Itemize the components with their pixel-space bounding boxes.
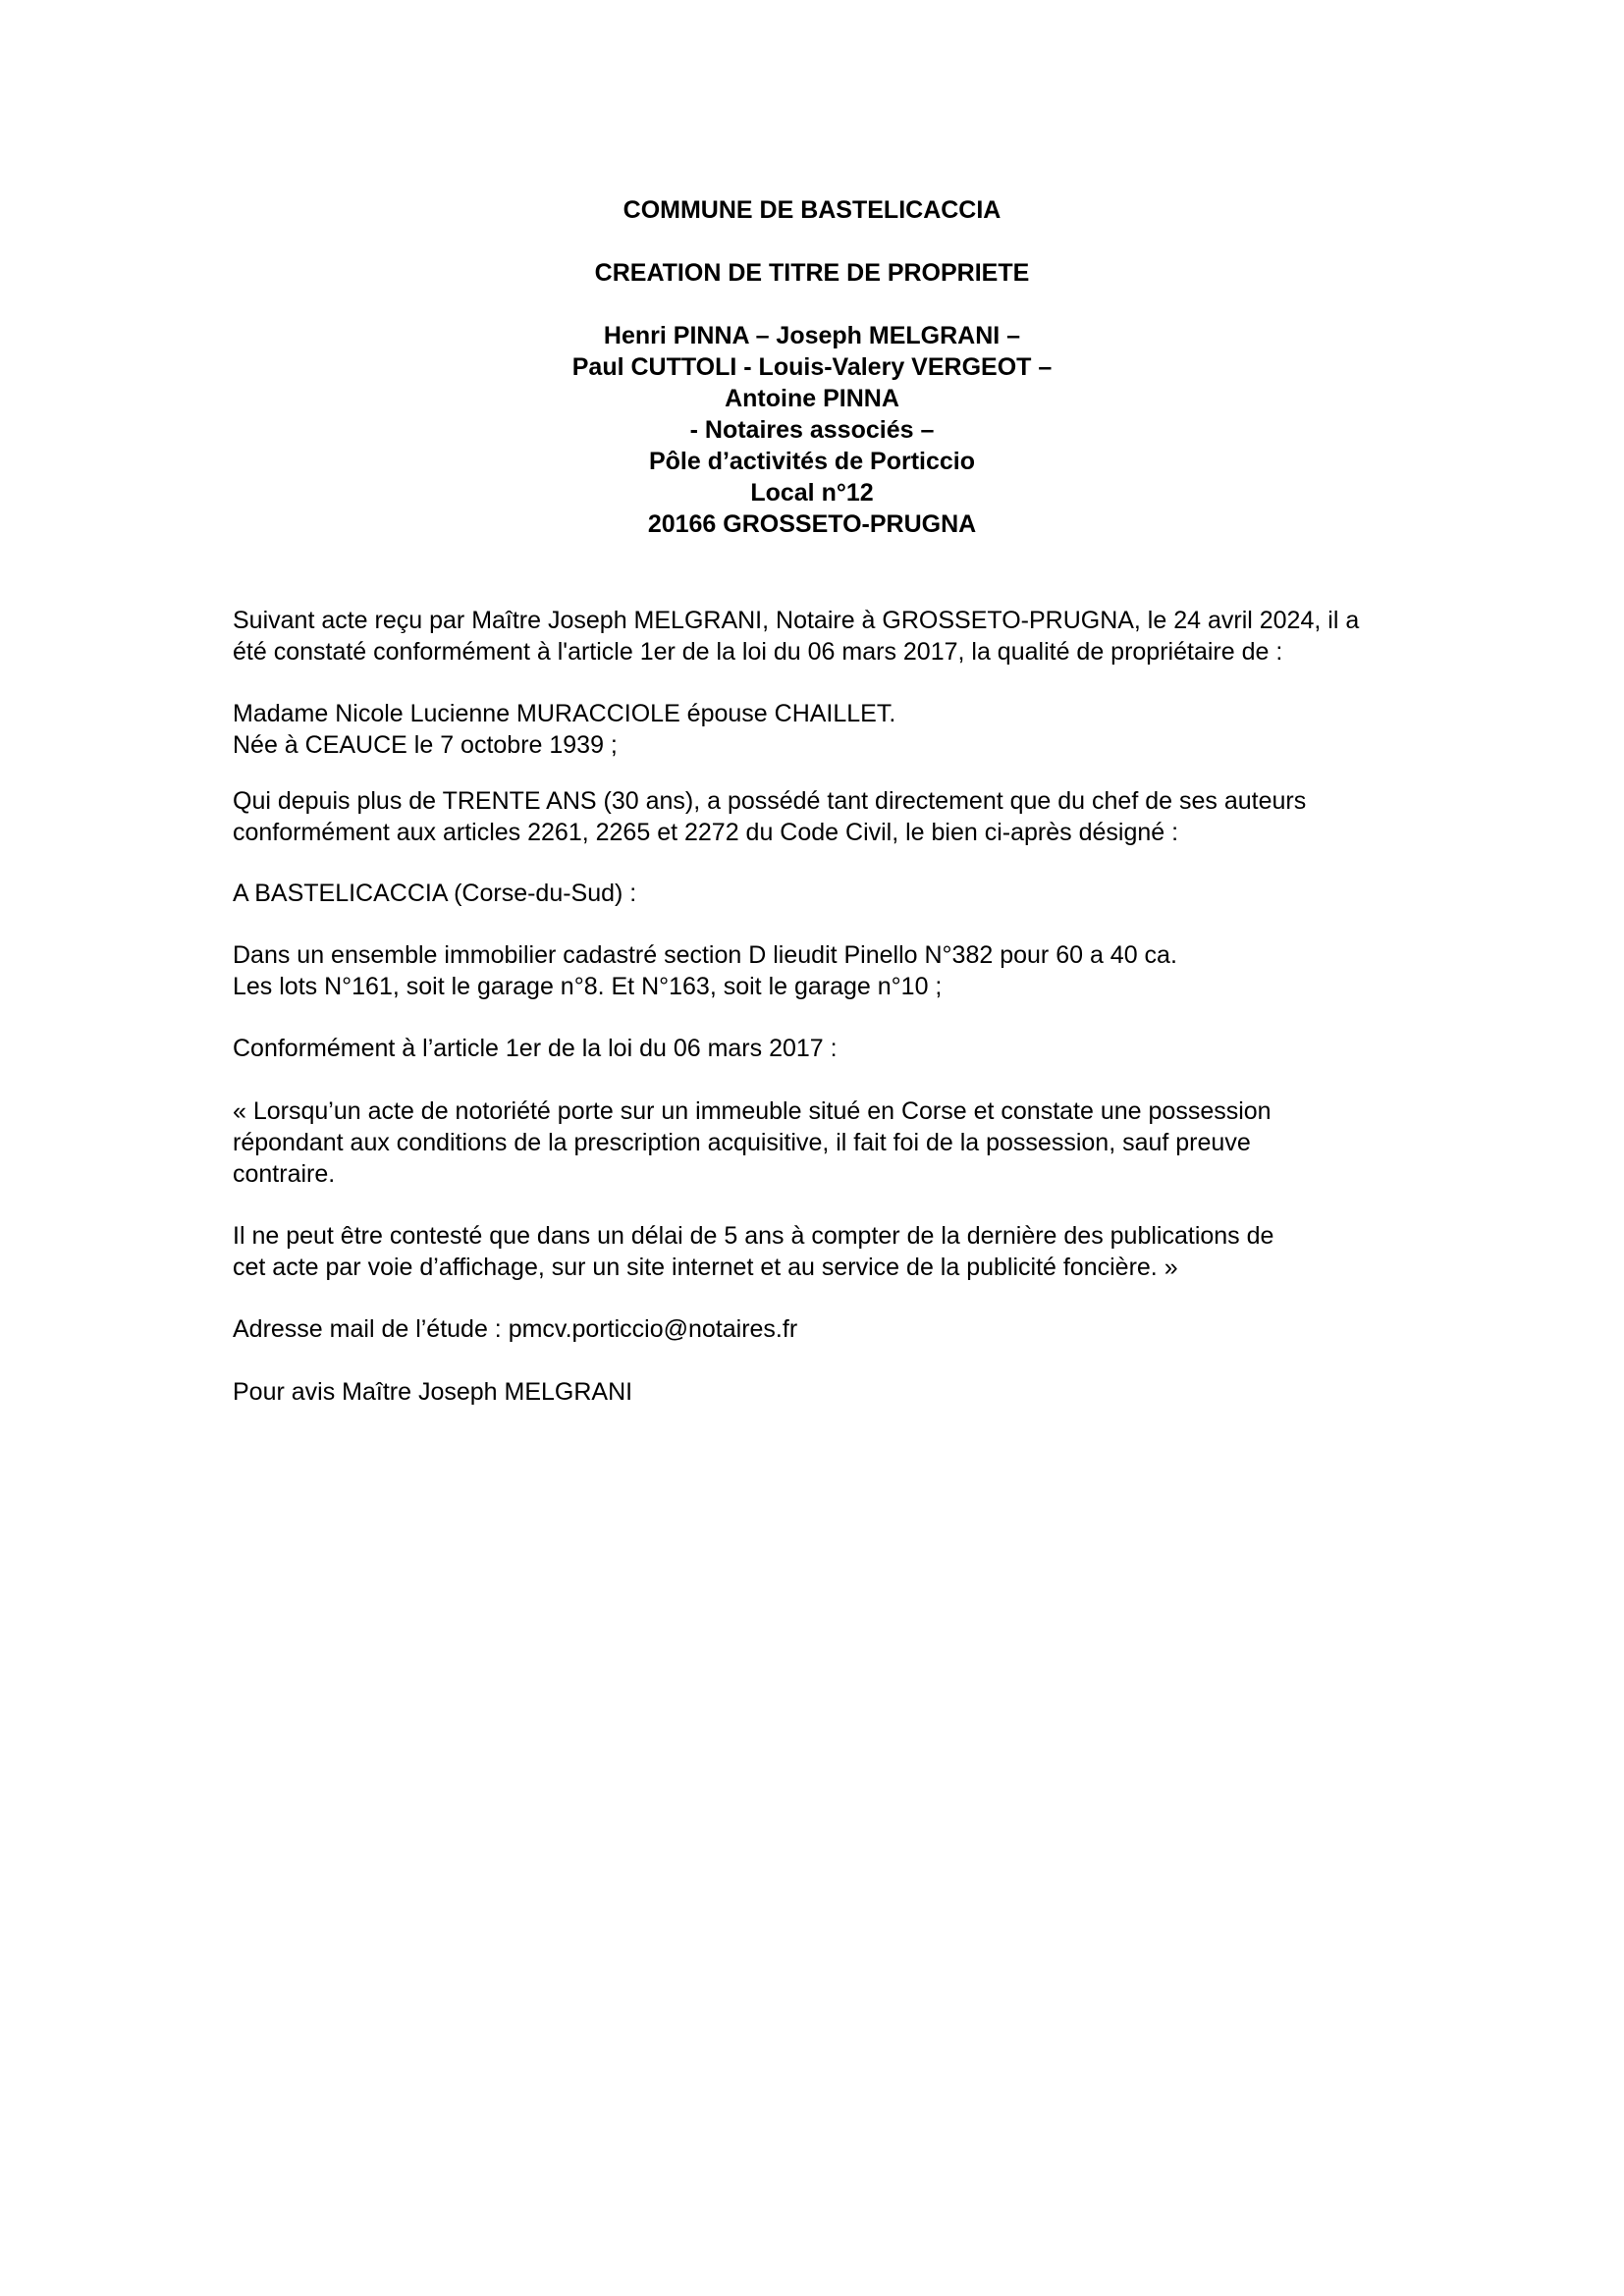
text-line: Dans un ensemble immobilier cadastré section D lieudit Pinello N°382 pour 60 a 40 ca. <box>233 941 1177 969</box>
paragraph-conformement <box>233 1033 1431 1064</box>
address-line: 20166 GROSSETO-PRUGNA <box>647 510 977 538</box>
text-line: Suivant acte reçu par Maître Joseph MELGRANI, Notaire à GROSSETO-PRUGNA, le 24 avril 2024, il a <box>233 607 1360 634</box>
text-line: Adresse mail de l’étude : pmcv.porticcio@notaires.fr <box>233 1315 798 1343</box>
text-line: Les lots N°161, soit le garage n°8. Et N°163, soit le garage n°10 ; <box>233 973 943 1000</box>
paragraph-email <box>233 1313 1431 1345</box>
text-line: A BASTELICACCIA (Corse-du-Sud) : <box>233 880 637 907</box>
address-line: Paul CUTTOLI - Louis-Valery VERGEOT – <box>571 353 1053 381</box>
text-line: été constaté conformément à l'article 1er de la loi du 06 mars 2017, la qualité de propriétaire de : <box>233 638 1283 666</box>
text-line: cet acte par voie d’affichage, sur un site internet et au service de la publicité foncière. » <box>233 1254 1178 1281</box>
text-line: Conformément à l’article 1er de la loi du 06 mars 2017 : <box>233 1035 838 1062</box>
paragraph-acte <box>233 605 1431 667</box>
commune-heading: COMMUNE DE BASTELICACCIA <box>623 196 1001 224</box>
text-line: Il ne peut être contesté que dans un délai de 5 ans à compter de la dernière des publications de <box>233 1222 1274 1250</box>
paragraph-possession <box>233 785 1431 848</box>
text-line: Qui depuis plus de TRENTE ANS (30 ans), a possédé tant directement que du chef de ses auteurs <box>233 787 1307 815</box>
paragraph-designation <box>233 939 1431 1002</box>
text-line: répondant aux conditions de la prescription acquisitive, il fait foi de la possession, sauf preuve <box>233 1129 1251 1156</box>
text-line: Madame Nicole Lucienne MURACCIOLE épouse CHAILLET. <box>233 700 896 727</box>
text-line: Pour avis Maître Joseph MELGRANI <box>233 1378 633 1406</box>
text-line: Née à CEAUCE le 7 octobre 1939 ; <box>233 731 618 759</box>
address-line: Pôle d’activités de Porticcio <box>648 448 976 475</box>
paragraph-citation <box>233 1095 1431 1190</box>
paragraph-proprietaire <box>233 698 1431 761</box>
paragraph-signature <box>233 1376 1431 1408</box>
address-line: Antoine PINNA <box>725 385 899 412</box>
text-line: contraire. <box>233 1160 336 1188</box>
document-title: CREATION DE TITRE DE PROPRIETE <box>594 259 1030 287</box>
paragraph-lieu <box>233 878 1431 909</box>
address-line: Henri PINNA – Joseph MELGRANI – <box>603 322 1021 349</box>
text-line: « Lorsqu’un acte de notoriété porte sur un immeuble situé en Corse et constate une possession <box>233 1097 1272 1125</box>
text-line: conformément aux articles 2261, 2265 et 2272 du Code Civil, le bien ci-après désigné : <box>233 819 1179 846</box>
address-line: Local n°12 <box>750 479 874 507</box>
notary-address-block <box>0 320 1624 540</box>
paragraph-delai <box>233 1220 1431 1283</box>
address-line: - Notaires associés – <box>689 416 935 444</box>
